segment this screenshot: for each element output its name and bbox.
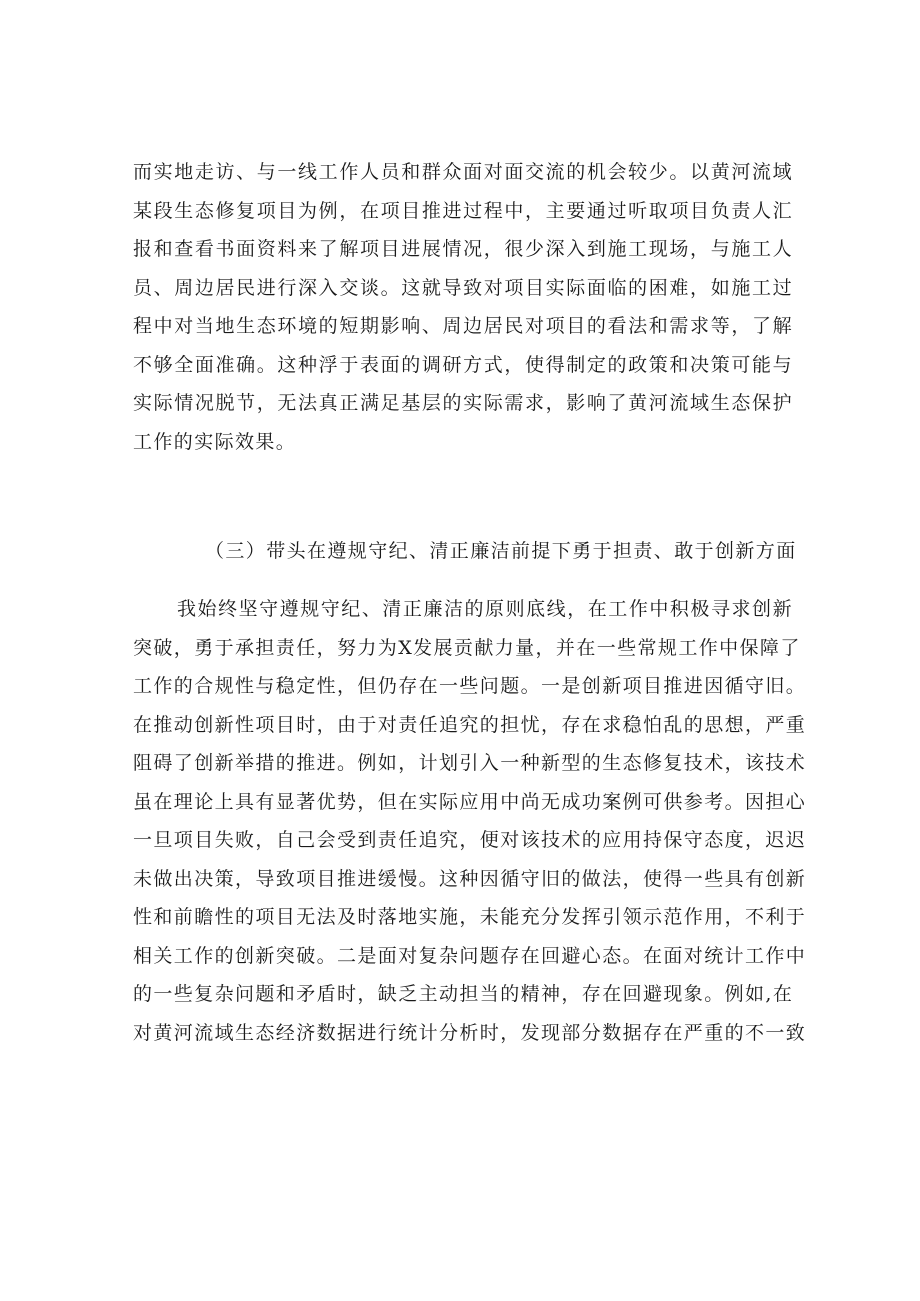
text-line: 实际情况脱节，无法真正满足基层的实际需求，影响了黄河流域生态保护: [133, 392, 793, 414]
text-line: 未做出决策，导致项目推进缓慢。这种因循守旧的做法，使得一些具有创新: [133, 867, 807, 890]
text-line: 突破，勇于承担责任，努力为X发展贡献力量，并在一些常规工作中保障了: [133, 636, 801, 659]
section-heading-block: [133, 532, 797, 571]
text-line: 的一些复杂问题和矛盾时，缺乏主动担当的精神，存在回避现象。例如,在: [133, 983, 794, 1005]
section-heading: （三）带头在遵规守纪、清正廉洁前提下勇于担责、敢于创新方面: [205, 540, 797, 562]
paragraph-continued: [133, 153, 793, 461]
text-line: 而实地走访、与一线工作人员和群众面对面交流的机会较少。以黄河流域: [133, 161, 793, 183]
text-line: 员、周边居民进行深入交谈。这就导致对项目实际面临的困难，如施工过: [133, 276, 793, 299]
text-line: 某段生态修复项目为例，在项目推进过程中，主要通过听取项目负责人汇: [133, 199, 793, 222]
text-line: 程中对当地生态环境的短期影响、周边居民对项目的看法和需求等，了解: [133, 315, 793, 337]
text-line: 阻碍了创新举措的推进。例如，计划引入一种新型的生态修复技术，该技术: [133, 752, 807, 774]
text-line: 一旦项目失败，自己会受到责任追究，便对该技术的应用持保守态度，迟迟: [133, 829, 807, 851]
text-line: 不够全面准确。这种浮于表面的调研方式，使得制定的政策和决策可能与: [133, 353, 793, 376]
text-line: 相关工作的创新突破。二是面对复杂问题存在回避心态。在面对统计工作中: [133, 944, 807, 967]
text-line: 性和前瞻性的项目无法及时落地实施，未能充分发挥引领示范作用，不利于: [133, 906, 807, 928]
text-line: 工作的合规性与稳定性，但仍存在一些问题。一是创新项目推进因循守旧。: [133, 675, 807, 697]
text-line-first: 我始终坚守遵规守纪、清正廉洁的原则底线，在工作中积极寻求创新: [177, 598, 793, 620]
text-line: 虽在理论上具有显著优势，但在实际应用中尚无成功案例可供参考。因担心: [133, 790, 807, 813]
text-line-last: 工作的实际效果。: [133, 430, 297, 453]
text-line: 在推动创新性项目时，由于对责任追究的担忧，存在求稳怕乱的思想，严重: [133, 713, 807, 736]
text-line: 对黄河流域生态经济数据进行统计分析时，发现部分数据存在严重的不一致: [133, 1021, 807, 1044]
text-line: 报和查看书面资料来了解项目进展情况，很少深入到施工现场，与施工人: [133, 238, 793, 260]
paragraph: [133, 590, 807, 1052]
